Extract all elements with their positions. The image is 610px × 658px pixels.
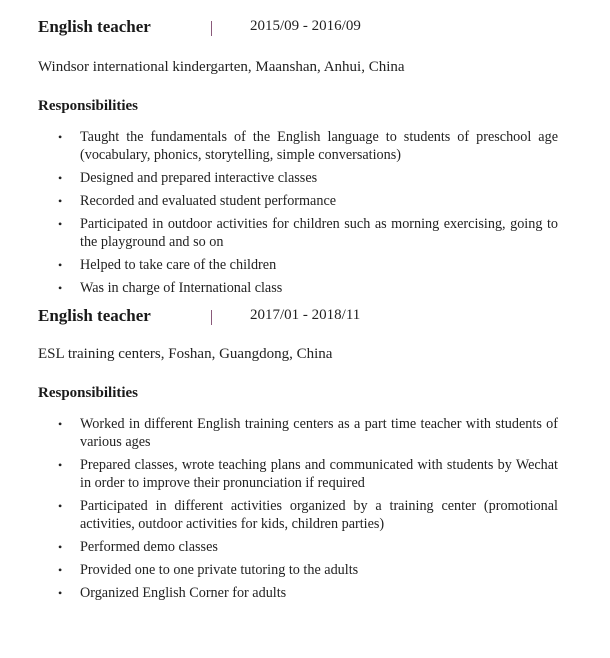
bullet-icon: •: [58, 499, 63, 513]
bullet-icon: •: [58, 563, 63, 577]
bullet-icon: •: [58, 130, 63, 144]
bullet-icon: •: [58, 417, 63, 431]
list-item: • Helped to take care of the children: [58, 257, 277, 273]
job-header: [38, 17, 610, 39]
bullet-icon: •: [58, 540, 63, 554]
job-header: [38, 306, 610, 328]
bullet-icon: •: [58, 458, 63, 472]
job-title: English teacher: [38, 17, 151, 36]
list-item: • Taught the fundamentals of the English language to students of preschool age (vocabulary, phonics, storytelling, simple conversations): [58, 129, 558, 163]
job-entry: [38, 0, 610, 297]
bullet-icon: •: [58, 281, 63, 295]
list-item: • Was in charge of International class: [58, 280, 283, 296]
bullet-icon: •: [58, 258, 63, 272]
job-title: English teacher: [38, 306, 151, 325]
responsibilities-heading: Responsibilities: [38, 98, 139, 114]
list-item: • Worked in different English training centers as a part time teacher with students of various ages: [58, 416, 558, 450]
responsibilities-heading: Responsibilities: [38, 385, 139, 401]
list-item: • Recorded and evaluated student performance: [58, 193, 337, 209]
job-dates: 2017/01 - 2018/11: [250, 307, 361, 323]
list-item: • Organized English Corner for adults: [58, 585, 287, 601]
bullet-icon: •: [58, 217, 63, 231]
bullet-icon: •: [58, 171, 63, 185]
bullet-icon: •: [58, 586, 63, 600]
responsibilities-list: [38, 128, 558, 297]
list-item: • Participated in different activities organized by a training center (promotional activities, outdoor activities for kids, children parties): [58, 498, 558, 532]
bullet-icon: •: [58, 194, 63, 208]
job-employer: Windsor international kindergarten, Maanshan, Anhui, China: [38, 59, 405, 75]
list-item: • Prepared classes, wrote teaching plans and communicated with students by Wechat in order to improve their pronunciation if required: [58, 457, 558, 491]
list-item: • Provided one to one private tutoring to the adults: [58, 562, 359, 578]
job-dates: 2015/09 - 2016/09: [250, 18, 361, 34]
list-item: • Designed and prepared interactive classes: [58, 170, 318, 186]
job-employer: ESL training centers, Foshan, Guangdong, China: [38, 346, 333, 362]
list-item: • Performed demo classes: [58, 539, 218, 555]
job-entry: [38, 302, 610, 602]
separator: [211, 310, 212, 325]
responsibilities-list: [38, 415, 558, 602]
separator: [211, 21, 212, 36]
list-item: • Participated in outdoor activities for children such as morning exercising, going to the playground and so on: [58, 216, 558, 250]
